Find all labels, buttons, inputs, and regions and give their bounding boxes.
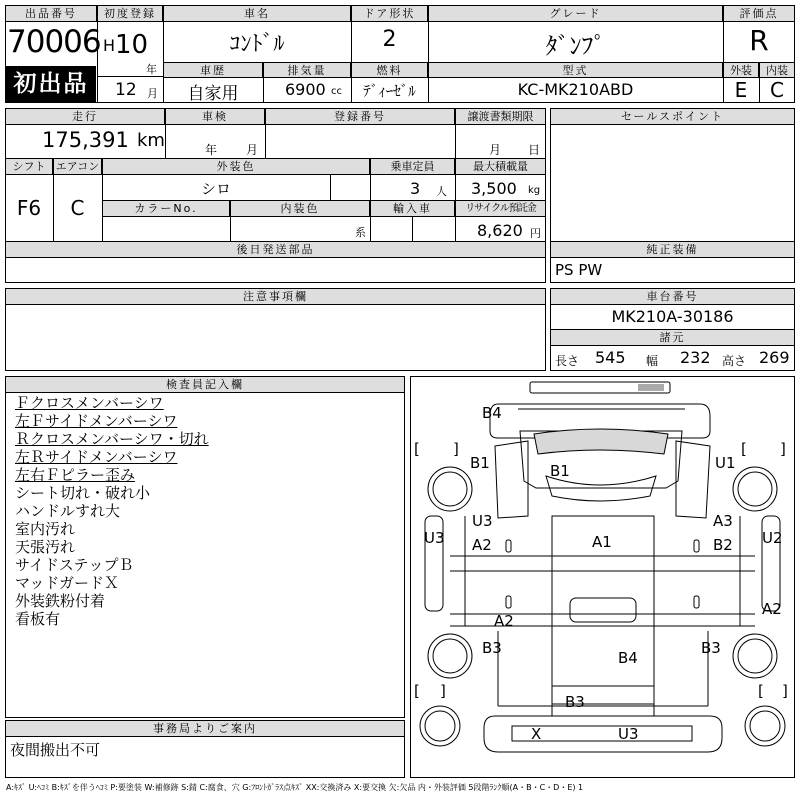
- fuel-type: ﾃﾞｨｰｾﾞﾙ: [363, 82, 416, 100]
- fuel-label: 燃料: [351, 62, 428, 78]
- mark-a2-left: A2: [472, 536, 492, 554]
- listing-number-label: 出品番号: [5, 5, 97, 22]
- inspector-note: 左Ｒサイドメンバーシワ: [15, 448, 178, 466]
- height: 269: [759, 348, 790, 367]
- mileage: 175,391: [42, 128, 129, 152]
- width-label: 幅: [646, 354, 659, 368]
- mark-x-bottom: X: [531, 725, 542, 743]
- rear-left-wheel: [428, 634, 472, 678]
- front-left-wheel: [428, 467, 472, 511]
- bracket-left-bottom: [: [414, 682, 420, 700]
- evaluation-score: R: [749, 24, 769, 57]
- height-label: 高さ: [722, 354, 747, 368]
- mark-b3-left: B3: [482, 639, 502, 657]
- recycle-deposit: 8,620: [477, 221, 523, 240]
- inspector-notes-label: 検査員記入欄: [5, 376, 405, 393]
- mark-a1-center: A1: [592, 533, 612, 551]
- mark-u3-far-left: U3: [424, 529, 445, 547]
- registration-year: 10: [115, 30, 149, 60]
- inspection-month-unit: 月: [246, 143, 259, 157]
- km-unit: km: [137, 130, 165, 151]
- mark-b3-bottom: B3: [565, 693, 585, 711]
- mark-b3-right: B3: [701, 639, 721, 657]
- grade: ﾀﾞﾝﾌﾟ: [545, 32, 606, 60]
- transfer-month-unit: 月: [489, 143, 502, 157]
- inspection-label: 車検: [165, 108, 265, 125]
- exterior-color-label: 外装色: [102, 158, 370, 175]
- genuine-equipment: PS PW: [555, 261, 603, 279]
- front-right-wheel: [733, 467, 777, 511]
- door-type: 2: [382, 27, 397, 52]
- mark-a3-right: A3: [713, 512, 733, 530]
- mark-a2-mid: A2: [494, 612, 514, 630]
- displacement: 6900: [285, 80, 326, 99]
- inspector-note: 外装鉄粉付着: [15, 592, 106, 610]
- inspector-note: 室内汚れ: [15, 520, 76, 538]
- bracket-right-top-r: ]: [780, 440, 786, 458]
- exterior-grade-label: 外装: [723, 62, 759, 78]
- office-note: 夜間搬出不可: [10, 741, 101, 759]
- listing-number: 70006: [7, 24, 101, 60]
- ac-label: エアコン: [53, 158, 102, 175]
- first-listing-badge: 初出品: [6, 66, 96, 102]
- grade-label: グレード: [428, 5, 723, 22]
- year-unit: 年: [146, 63, 157, 76]
- length: 545: [595, 348, 626, 367]
- score-label: 評価点: [723, 5, 795, 22]
- inspection-year-unit: 年: [205, 143, 218, 157]
- model-code: KC-MK210ABD: [517, 80, 634, 99]
- inspector-note: 天張汚れ: [15, 538, 76, 556]
- month-unit: 月: [147, 87, 158, 100]
- max-load: 3,500: [471, 179, 517, 198]
- bracket-left-bottom-r: [: [758, 682, 764, 700]
- mark-b1-center: B1: [550, 462, 570, 480]
- genuine-equipment-label: 純正装備: [550, 241, 795, 258]
- exterior-grade: E: [734, 78, 748, 102]
- import-label: 輸入車: [370, 200, 455, 217]
- rear-right-wheel: [733, 634, 777, 678]
- inspector-note: マッドガードＸ: [15, 574, 119, 592]
- cc-unit: cc: [331, 86, 342, 97]
- vehicle-history: 自家用: [187, 84, 239, 104]
- mark-b4-center: B4: [618, 649, 638, 667]
- caution-label: 注意事項欄: [5, 288, 546, 305]
- inspector-note: ハンドルすれ大: [15, 502, 121, 520]
- color-number-label: カラーNo.: [102, 200, 230, 217]
- capacity-label: 乗車定員: [370, 158, 455, 175]
- yen-unit: 円: [530, 227, 541, 240]
- chassis-number-label: 車台番号: [550, 288, 795, 305]
- mark-a2-right: A2: [762, 600, 782, 618]
- vehicle-name: ｺﾝﾄﾞﾙ: [229, 32, 285, 57]
- displacement-label: 排気量: [263, 62, 351, 78]
- bracket-right-bottom-r: ]: [782, 682, 788, 700]
- office-notes-label: 事務局よりご案内: [5, 720, 405, 737]
- transfer-deadline-label: 譲渡書類期限: [455, 108, 546, 125]
- bracket-right-bottom: ]: [440, 682, 446, 700]
- mark-u3-bottom: U3: [618, 725, 639, 743]
- mark-b2-right: B2: [713, 536, 733, 554]
- era: H: [103, 36, 116, 55]
- mark-u3-left: U3: [472, 512, 493, 530]
- exterior-color: シロ: [200, 180, 231, 198]
- registration-month: 12: [115, 80, 137, 100]
- history-label: 車歴: [163, 62, 263, 78]
- kg-unit: kg: [528, 185, 541, 196]
- inspector-notes-list: [5, 394, 405, 714]
- interior-grade-label: 内装: [759, 62, 795, 78]
- bracket-left-top: [: [414, 440, 420, 458]
- shift: F6: [16, 196, 42, 220]
- air-conditioner: C: [70, 196, 85, 220]
- bracket-right-top: ]: [453, 440, 459, 458]
- max-load-label: 最大積載量: [455, 158, 546, 175]
- vehicle-name-label: 車名: [163, 5, 351, 22]
- length-label: 長さ: [555, 354, 580, 368]
- mark-u1-right: U1: [715, 454, 736, 472]
- vehicle-damage-diagram: [410, 376, 795, 778]
- door-type-label: ドア形状: [351, 5, 428, 22]
- inspector-note: サイドステップＢ: [15, 556, 134, 574]
- interior-grade: C: [770, 78, 784, 102]
- reg-number-label: 登録番号: [265, 108, 455, 125]
- interior-color-unit: 系: [355, 226, 366, 239]
- mark-b4-top: B4: [482, 404, 502, 422]
- specs-label: 諸元: [550, 329, 795, 346]
- later-parts-label: 後日発送部品: [5, 241, 546, 258]
- sales-points-label: セールスポイント: [550, 108, 795, 125]
- width: 232: [680, 348, 711, 367]
- model-label: 型式: [428, 62, 723, 78]
- inspector-note: 左Ｆサイドメンバーシワ: [15, 412, 178, 430]
- mark-b1-left: B1: [470, 454, 490, 472]
- capacity-unit: 人: [436, 185, 447, 198]
- first-registration-label: 初度登録: [97, 5, 163, 22]
- shift-label: シフト: [5, 158, 53, 175]
- rear-bumper-outline: [484, 716, 722, 752]
- inspector-note: Ｒクロスメンバーシワ・切れ: [15, 430, 209, 448]
- chassis-number: MK210A-30186: [611, 307, 734, 326]
- mileage-label: 走行: [5, 108, 165, 125]
- capacity: 3: [410, 179, 421, 198]
- mark-u2-far-right: U2: [762, 529, 783, 547]
- inspector-note: シート切れ・破れ小: [15, 484, 151, 502]
- interior-color-label: 内装色: [230, 200, 370, 217]
- transfer-day-unit: 日: [528, 143, 541, 157]
- recycle-deposit-label: リサイクル預託金: [455, 200, 546, 217]
- inspector-note: 看板有: [15, 610, 61, 628]
- inspector-note: Ｆクロスメンバーシワ: [15, 394, 164, 412]
- bracket-left-top-r: [: [741, 440, 747, 458]
- damage-legend: A:ｷｽﾞ U:ﾍｺﾐ B:ｷｽﾞを伴うﾍｺﾐ P:要塗装 W:補修跡 S:錆 C:腐食、穴 G:ﾌﾛﾝﾄｶﾞﾗｽ点ｷｽﾞ XX:交換済み X:要交換 欠:欠品 内・外装評価 5段階ﾗﾝｸ順(A・B・C・D・E) 1: [6, 783, 584, 792]
- inspector-note: 左右Ｆピラー歪み: [15, 466, 136, 484]
